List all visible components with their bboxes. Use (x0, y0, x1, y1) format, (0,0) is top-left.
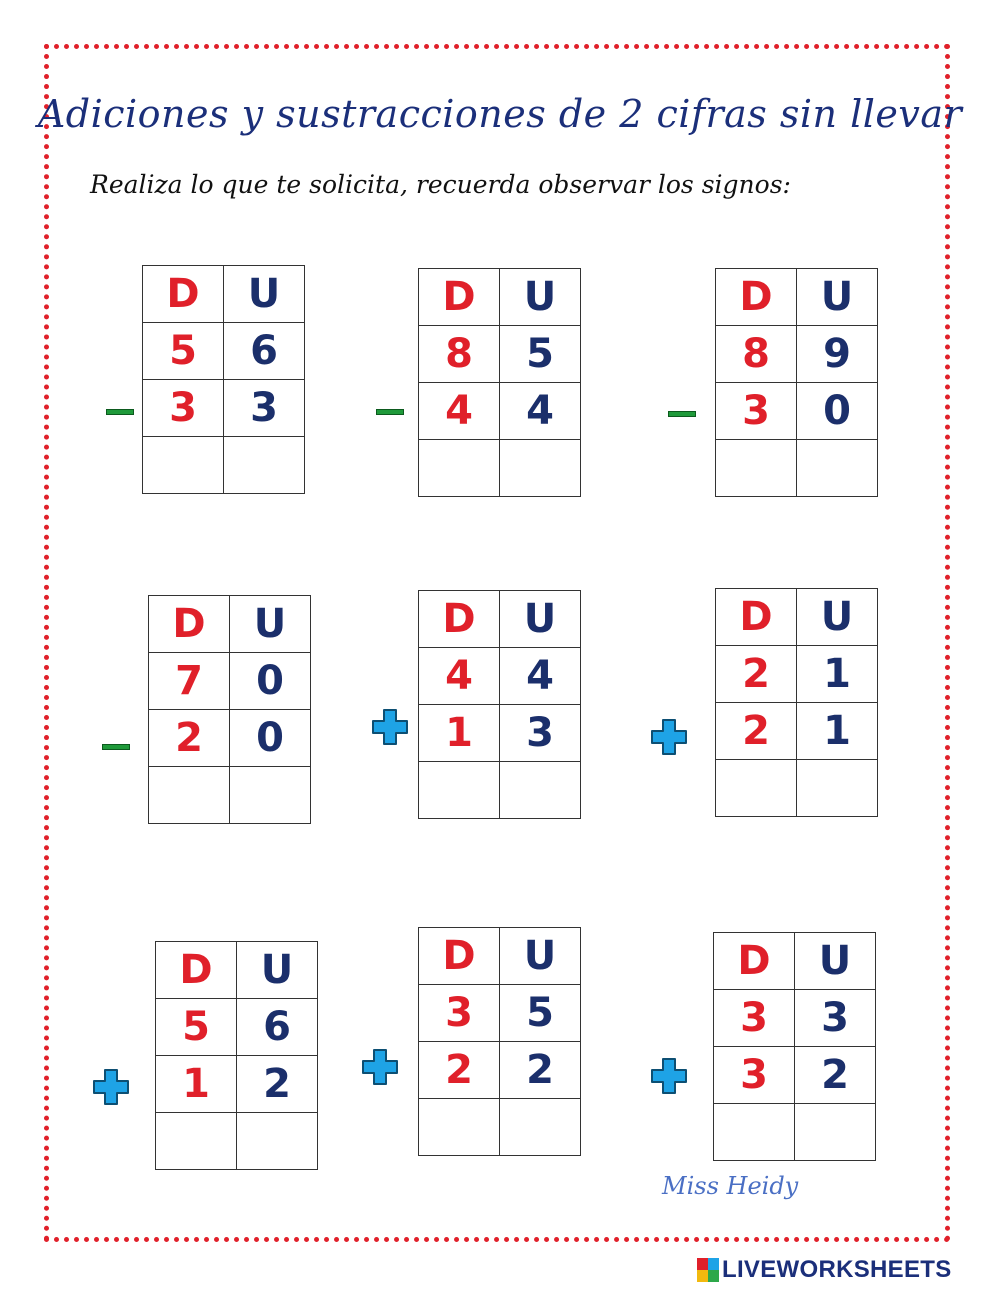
second-number-row (419, 1042, 581, 1099)
units-cell: U (500, 928, 581, 985)
units-cell: 6 (224, 323, 305, 380)
second-number-row (419, 383, 581, 440)
first-number-row (716, 646, 878, 703)
units-cell: 4 (500, 648, 581, 705)
answer-tens-input[interactable] (149, 767, 230, 824)
operation-table-2 (418, 268, 581, 497)
answer-tens-input[interactable] (716, 760, 797, 817)
plus-sign-icon (371, 708, 409, 746)
second-number-row (149, 710, 311, 767)
header-row (716, 589, 878, 646)
tens-cell: 3 (716, 383, 797, 440)
second-number-row (156, 1056, 318, 1113)
answer-tens-input[interactable] (419, 1099, 500, 1156)
answer-units-input[interactable] (500, 762, 581, 819)
tens-cell: D (149, 596, 230, 653)
answer-units-input[interactable] (795, 1104, 876, 1161)
answer-units-input[interactable] (230, 767, 311, 824)
worksheet-title: Adiciones y sustracciones de 2 cifras sin llevar (37, 92, 963, 136)
tens-cell: D (716, 589, 797, 646)
units-cell: 3 (500, 705, 581, 762)
tens-cell: D (714, 933, 795, 990)
units-cell: U (500, 591, 581, 648)
units-cell: 1 (797, 703, 878, 760)
answer-tens-input[interactable] (143, 437, 224, 494)
operation-table-1 (142, 265, 305, 494)
operation-table-6 (715, 588, 878, 817)
units-cell: 5 (500, 985, 581, 1042)
tens-cell: D (419, 591, 500, 648)
tens-cell: D (156, 942, 237, 999)
answer-row (143, 437, 305, 494)
operation-table-5 (418, 590, 581, 819)
answer-units-input[interactable] (500, 440, 581, 497)
units-cell: U (237, 942, 318, 999)
operation-table-3 (715, 268, 878, 497)
tens-cell: 8 (716, 326, 797, 383)
answer-tens-input[interactable] (419, 440, 500, 497)
tens-cell: 2 (716, 703, 797, 760)
second-number-row (419, 705, 581, 762)
tens-cell: 3 (419, 985, 500, 1042)
units-cell: U (795, 933, 876, 990)
tens-cell: 1 (156, 1056, 237, 1113)
units-cell: U (797, 589, 878, 646)
header-row (419, 269, 581, 326)
operation-table-4 (148, 595, 311, 824)
header-row (149, 596, 311, 653)
units-cell: 3 (224, 380, 305, 437)
second-number-row (143, 380, 305, 437)
header-row (716, 269, 878, 326)
tens-cell: 4 (419, 383, 500, 440)
plus-sign-icon (650, 718, 688, 756)
second-number-row (716, 383, 878, 440)
first-number-row (149, 653, 311, 710)
brand-name: LIVEWORKSHEETS (722, 1256, 952, 1283)
first-number-row (143, 323, 305, 380)
first-number-row (156, 999, 318, 1056)
header-row (419, 591, 581, 648)
answer-row (419, 762, 581, 819)
answer-units-input[interactable] (500, 1099, 581, 1156)
first-number-row (714, 990, 876, 1047)
units-cell: U (797, 269, 878, 326)
minus-sign-icon (376, 409, 404, 415)
answer-tens-input[interactable] (716, 440, 797, 497)
plus-sign-icon (92, 1068, 130, 1106)
operation-table-8 (418, 927, 581, 1156)
units-cell: 2 (237, 1056, 318, 1113)
units-cell: 2 (795, 1047, 876, 1104)
instruction-text: Realiza lo que te solicita, recuerda observar los signos: (90, 170, 791, 199)
tens-cell: D (716, 269, 797, 326)
answer-row (714, 1104, 876, 1161)
units-cell: 3 (795, 990, 876, 1047)
units-cell: 1 (797, 646, 878, 703)
answer-row (149, 767, 311, 824)
units-cell: 6 (237, 999, 318, 1056)
answer-row (716, 440, 878, 497)
tens-cell: 3 (714, 990, 795, 1047)
answer-tens-input[interactable] (714, 1104, 795, 1161)
answer-row (419, 1099, 581, 1156)
units-cell: U (230, 596, 311, 653)
answer-row (156, 1113, 318, 1170)
tens-cell: 3 (714, 1047, 795, 1104)
second-number-row (714, 1047, 876, 1104)
author-signature: Miss Heidy (662, 1172, 799, 1200)
answer-units-input[interactable] (237, 1113, 318, 1170)
second-number-row (716, 703, 878, 760)
tens-cell: 2 (716, 646, 797, 703)
tens-cell: 3 (143, 380, 224, 437)
plus-sign-icon (650, 1057, 688, 1095)
units-cell: 5 (500, 326, 581, 383)
tens-cell: D (419, 928, 500, 985)
plus-sign-icon (361, 1048, 399, 1086)
first-number-row (419, 985, 581, 1042)
brand-logo-icon (697, 1258, 719, 1282)
units-cell: U (224, 266, 305, 323)
units-cell: 0 (230, 653, 311, 710)
brand-footer (697, 1256, 952, 1284)
units-cell: 0 (230, 710, 311, 767)
answer-row (716, 760, 878, 817)
header-row (156, 942, 318, 999)
operation-table-7 (155, 941, 318, 1170)
tens-cell: 2 (419, 1042, 500, 1099)
tens-cell: 4 (419, 648, 500, 705)
first-number-row (419, 326, 581, 383)
answer-row (419, 440, 581, 497)
answer-tens-input[interactable] (419, 762, 500, 819)
minus-sign-icon (102, 744, 130, 750)
tens-cell: 7 (149, 653, 230, 710)
minus-sign-icon (106, 409, 134, 415)
tens-cell: 8 (419, 326, 500, 383)
tens-cell: D (419, 269, 500, 326)
units-cell: 4 (500, 383, 581, 440)
header-row (143, 266, 305, 323)
answer-units-input[interactable] (797, 760, 878, 817)
units-cell: 0 (797, 383, 878, 440)
answer-units-input[interactable] (224, 437, 305, 494)
first-number-row (716, 326, 878, 383)
first-number-row (419, 648, 581, 705)
answer-tens-input[interactable] (156, 1113, 237, 1170)
answer-units-input[interactable] (797, 440, 878, 497)
tens-cell: 5 (156, 999, 237, 1056)
units-cell: 9 (797, 326, 878, 383)
tens-cell: 5 (143, 323, 224, 380)
units-cell: U (500, 269, 581, 326)
minus-sign-icon (668, 411, 696, 417)
header-row (419, 928, 581, 985)
header-row (714, 933, 876, 990)
tens-cell: 1 (419, 705, 500, 762)
units-cell: 2 (500, 1042, 581, 1099)
operation-table-9 (713, 932, 876, 1161)
tens-cell: D (143, 266, 224, 323)
tens-cell: 2 (149, 710, 230, 767)
